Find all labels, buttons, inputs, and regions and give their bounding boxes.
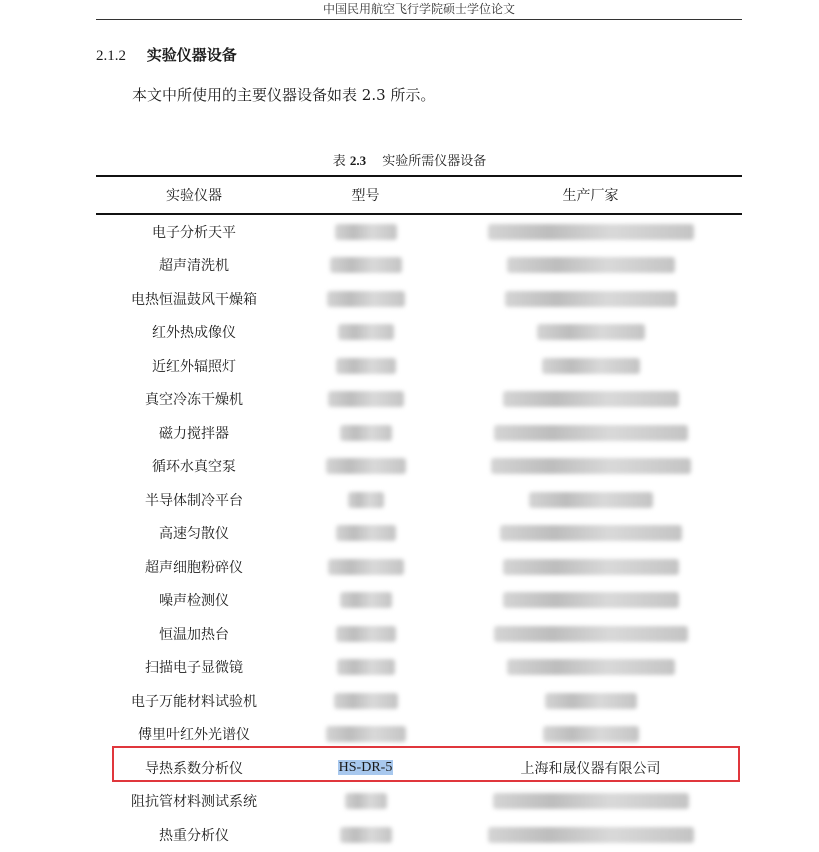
redacted-maker xyxy=(488,827,694,843)
redacted-maker xyxy=(500,525,682,541)
body-paragraph: 本文中所使用的主要仪器设备如表 2.3 所示。 xyxy=(132,86,436,104)
cell-instrument: 真空冷冻干燥机 xyxy=(145,392,243,409)
cell-model xyxy=(292,684,439,718)
cell-instrument: 高速匀散仪 xyxy=(159,526,229,543)
redacted-model xyxy=(340,827,392,843)
table-row xyxy=(96,517,742,551)
cell-model xyxy=(292,584,439,618)
redacted-maker xyxy=(543,726,639,742)
table-row xyxy=(96,617,742,651)
cell-model xyxy=(292,450,439,484)
redacted-maker xyxy=(507,659,675,675)
cell-instrument: 半导体制冷平台 xyxy=(145,492,243,509)
cell-model xyxy=(292,214,439,249)
cell-maker xyxy=(439,483,742,517)
table-row xyxy=(96,651,742,685)
redacted-model xyxy=(340,425,392,441)
cell-maker xyxy=(439,584,742,618)
redacted-maker xyxy=(491,458,691,474)
cell-model xyxy=(292,416,439,450)
table-row xyxy=(96,316,742,350)
cell-maker xyxy=(439,517,742,551)
cell-maker xyxy=(439,282,742,316)
cell-instrument: 恒温加热台 xyxy=(159,626,229,643)
cell-model xyxy=(292,249,439,283)
cell-model xyxy=(292,483,439,517)
redacted-model xyxy=(327,291,405,307)
table-row xyxy=(96,483,742,517)
table-row xyxy=(96,416,742,450)
table-row xyxy=(96,450,742,484)
table-row xyxy=(96,282,742,316)
redacted-maker xyxy=(494,626,688,642)
cell-maker xyxy=(439,450,742,484)
redacted-maker xyxy=(503,592,679,608)
cell-instrument: 循环水真空泵 xyxy=(152,459,236,476)
table-row xyxy=(96,383,742,417)
cell-instrument: 红外热成像仪 xyxy=(152,325,236,342)
table-row xyxy=(96,785,742,819)
redacted-model xyxy=(348,492,384,508)
cell-instrument: 电热恒温鼓风干燥箱 xyxy=(131,291,257,308)
table-header-row xyxy=(96,176,742,214)
cell-model xyxy=(292,517,439,551)
redacted-model xyxy=(345,793,387,809)
redacted-maker xyxy=(505,291,677,307)
header-model: 型号 xyxy=(292,176,439,214)
redacted-model xyxy=(337,659,395,675)
cell-maker: 上海和晟仪器有限公司 xyxy=(520,760,661,777)
cell-model xyxy=(292,349,439,383)
cell-instrument: 阻抗管材料测试系统 xyxy=(131,794,257,811)
cell-maker xyxy=(439,316,742,350)
cell-model xyxy=(292,316,439,350)
redacted-model xyxy=(328,391,404,407)
redacted-maker xyxy=(493,793,689,809)
cell-instrument: 傅里叶红外光谱仪 xyxy=(138,727,250,744)
cell-maker xyxy=(439,416,742,450)
redacted-maker xyxy=(529,492,653,508)
table-row xyxy=(96,249,742,283)
cell-instrument: 热重分析仪 xyxy=(159,827,229,844)
cell-model xyxy=(292,282,439,316)
table-caption xyxy=(0,150,819,169)
cell-maker xyxy=(439,214,742,249)
cell-maker xyxy=(439,349,742,383)
redacted-maker xyxy=(494,425,688,441)
redacted-model xyxy=(326,726,406,742)
redacted-model xyxy=(338,324,394,340)
cell-model xyxy=(292,785,439,819)
section-number: 2.1.2 xyxy=(96,48,126,64)
selected-model-text: HS-DR-5 xyxy=(338,760,393,776)
cell-instrument: 超声细胞粉碎仪 xyxy=(145,559,243,576)
table-row xyxy=(96,349,742,383)
section-title: 实验仪器设备 xyxy=(146,46,237,64)
caption-text: 实验所需仪器设备 xyxy=(382,154,487,169)
cell-model xyxy=(292,383,439,417)
redacted-maker xyxy=(488,224,694,240)
highlight-box xyxy=(112,746,740,782)
cell-model xyxy=(292,651,439,685)
redacted-model xyxy=(326,458,406,474)
cell-instrument: 噪声检测仪 xyxy=(159,593,229,610)
header-instrument: 实验仪器 xyxy=(96,176,292,214)
redacted-model xyxy=(328,559,404,575)
cell-maker xyxy=(439,550,742,584)
caption-label xyxy=(333,154,366,169)
redacted-maker xyxy=(542,358,640,374)
redacted-model xyxy=(330,257,402,273)
cell-instrument: 电子万能材料试验机 xyxy=(131,693,257,710)
section-heading xyxy=(96,44,237,65)
table-row xyxy=(96,550,742,584)
cell-maker xyxy=(439,383,742,417)
redacted-maker xyxy=(503,391,679,407)
cell-maker xyxy=(439,651,742,685)
redacted-maker xyxy=(503,559,679,575)
cell-instrument: 超声清洗机 xyxy=(159,258,229,275)
redacted-model xyxy=(340,592,392,608)
cell-instrument: 电子分析天平 xyxy=(152,224,236,241)
cell-maker xyxy=(439,249,742,283)
redacted-model xyxy=(336,358,396,374)
cell-maker xyxy=(439,617,742,651)
redacted-model xyxy=(336,626,396,642)
cell-model xyxy=(292,818,439,852)
cell-instrument: 近红外辐照灯 xyxy=(152,358,236,375)
running-header: 中国民用航空飞行学院硕士学位论文 xyxy=(96,2,742,20)
table-row xyxy=(96,818,742,852)
table-row xyxy=(96,214,742,249)
cell-model xyxy=(292,550,439,584)
cell-model xyxy=(292,617,439,651)
redacted-model xyxy=(335,224,397,240)
redacted-model xyxy=(336,525,396,541)
table-row xyxy=(96,684,742,718)
header-maker: 生产厂家 xyxy=(439,176,742,214)
cell-maker xyxy=(439,785,742,819)
redacted-maker xyxy=(537,324,645,340)
redacted-maker xyxy=(507,257,675,273)
cell-instrument: 磁力搅拌器 xyxy=(159,425,229,442)
redacted-maker xyxy=(545,693,637,709)
caption-number: 2.3 xyxy=(349,153,367,168)
cell-instrument: 扫描电子显微镜 xyxy=(145,660,243,677)
cell-maker xyxy=(439,818,742,852)
cell-instrument: 导热系数分析仪 xyxy=(145,760,243,777)
cell-maker xyxy=(439,684,742,718)
caption-prefix: 表 xyxy=(332,154,346,169)
redacted-model xyxy=(334,693,398,709)
table-row xyxy=(96,584,742,618)
